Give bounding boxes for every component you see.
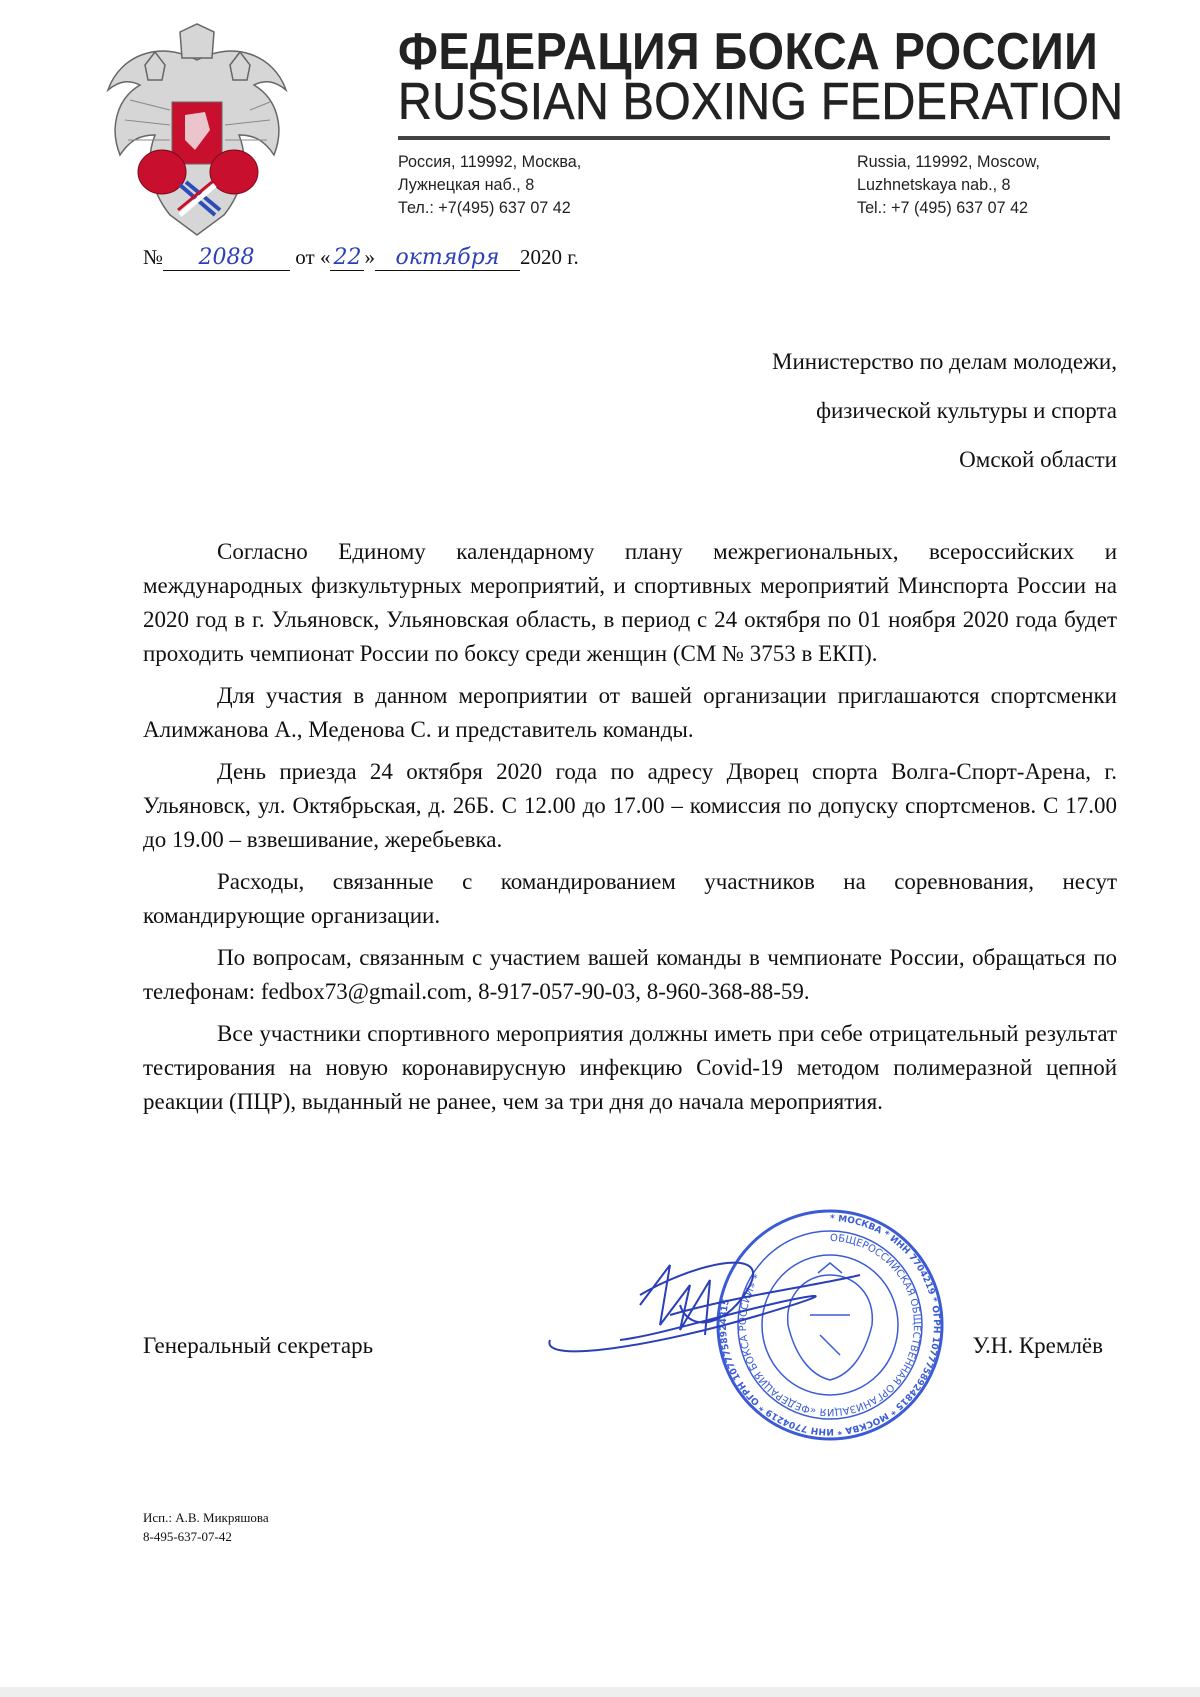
document-year: 2020 г.: [519, 245, 579, 269]
letter-body: [143, 535, 1117, 1127]
address-en-line: Luzhnetskaya nab., 8: [857, 175, 1011, 194]
paragraph: Для участия в данном мероприятии от вашей организации приглашаются спортсменки Алимжанова А., Меденова С. и представитель команды.: [143, 683, 1117, 742]
paragraph: Расходы, связанные с командированием участников на соревнования, несут командирующие организации.: [143, 869, 1117, 928]
addressee-block: [772, 337, 1117, 484]
reference-line: [143, 245, 579, 271]
addressee-line: Омской области: [959, 447, 1117, 472]
signatory-name: У.Н. Кремлёв: [972, 1333, 1103, 1358]
svg-text:ОБЩЕРОССИЙСКАЯ ОБЩЕСТВЕННАЯ ОР: ОБЩЕРОССИЙСКАЯ ОБЩЕСТВЕННАЯ ОРГАНИЗАЦИЯ «ФЕДЕРАЦИЯ БОКСА РОССИИ» *: [737, 1232, 923, 1418]
signatory-position: Генеральный секретарь: [143, 1333, 374, 1358]
address-en-line: Russia, 119992, Moscow,: [857, 152, 1040, 171]
svg-text:* МОСКВА * ИНН 7704219 * ОГРН: * МОСКВА * ИНН 7704219 * ОГРН 1077758924815 * МОСКВА * ИНН 7704219 * ОГРН 1077758924815: [718, 1213, 942, 1437]
from-label: от «: [295, 245, 331, 269]
paragraph: Согласно Единому календарному плану межрегиональных, всероссийских и международных физкультурных мероприятий, и спортивных мероприятий Минспорта России на 2020 год в г. Ульяновск, Ульяновская область, в период с 24 октября по 01 ноября 2020 года будет проходить чемпионат России по боксу среди женщин (СМ № 3753 в ЕКП).: [143, 539, 1117, 666]
address-en-line: Tel.: +7 (495) 637 07 42: [857, 198, 1029, 217]
eagle-emblem-icon: [100, 20, 295, 242]
paragraph: Все участники спортивного мероприятия должны иметь при себе отрицательный результат тестирования на новую коронавирусную инфекцию Covid-19 методом полимеразной цепной реакции (ПЦР), выданный не ранее, чем за три дня до начала мероприятия.: [143, 1021, 1117, 1114]
address-ru-line: Лужнецкая наб., 8: [398, 175, 535, 194]
address-ru-line: Тел.: +7(495) 637 07 42: [398, 198, 571, 217]
document-month: октября: [375, 245, 520, 271]
signature-scribble-icon: [540, 1245, 880, 1375]
addressee-line: физической культуры и спорта: [816, 398, 1117, 423]
header-divider: [398, 136, 1110, 140]
federation-logo: [100, 20, 295, 242]
address-ru-line: Россия, 119992, Москва,: [398, 152, 582, 171]
paragraph: По вопросам, связанным с участием вашей команды в чемпионате России, обращаться по телефонам: fedbox73@gmail.com, 8-917-057-90-03, 8-960-368-88-59.: [143, 945, 1117, 1004]
letterhead-title-ru: ФЕДЕРАЦИЯ БОКСА РОССИИ: [398, 23, 1099, 81]
scan-edge: [0, 1687, 1200, 1697]
document-day: 22: [330, 245, 364, 271]
number-label: №: [143, 245, 164, 269]
executor-phone: 8-495-637-07-42: [143, 1529, 232, 1544]
addressee-line: Министерство по делам молодежи,: [772, 349, 1117, 374]
executor-name: Исп.: А.В. Микряшова: [143, 1510, 269, 1525]
document-number: 2088: [163, 245, 290, 271]
footer-executor: [143, 1508, 269, 1546]
close-quote: »: [364, 245, 375, 269]
letterhead-title-en: RUSSIAN BOXING FEDERATION: [398, 73, 1124, 131]
address-en: [857, 150, 1040, 219]
handwritten-signature: [540, 1245, 880, 1375]
address-ru: [398, 150, 581, 219]
paragraph: День приезда 24 октября 2020 года по адресу Дворец спорта Волга-Спорт-Арена, г. Ульяновск, ул. Октябрьская, д. 26Б. С 12.00 до 17.00 – комиссия по допуску спортсменов. С 17.00 до 19.00 – взвешивание, жеребьевка.: [143, 759, 1117, 852]
